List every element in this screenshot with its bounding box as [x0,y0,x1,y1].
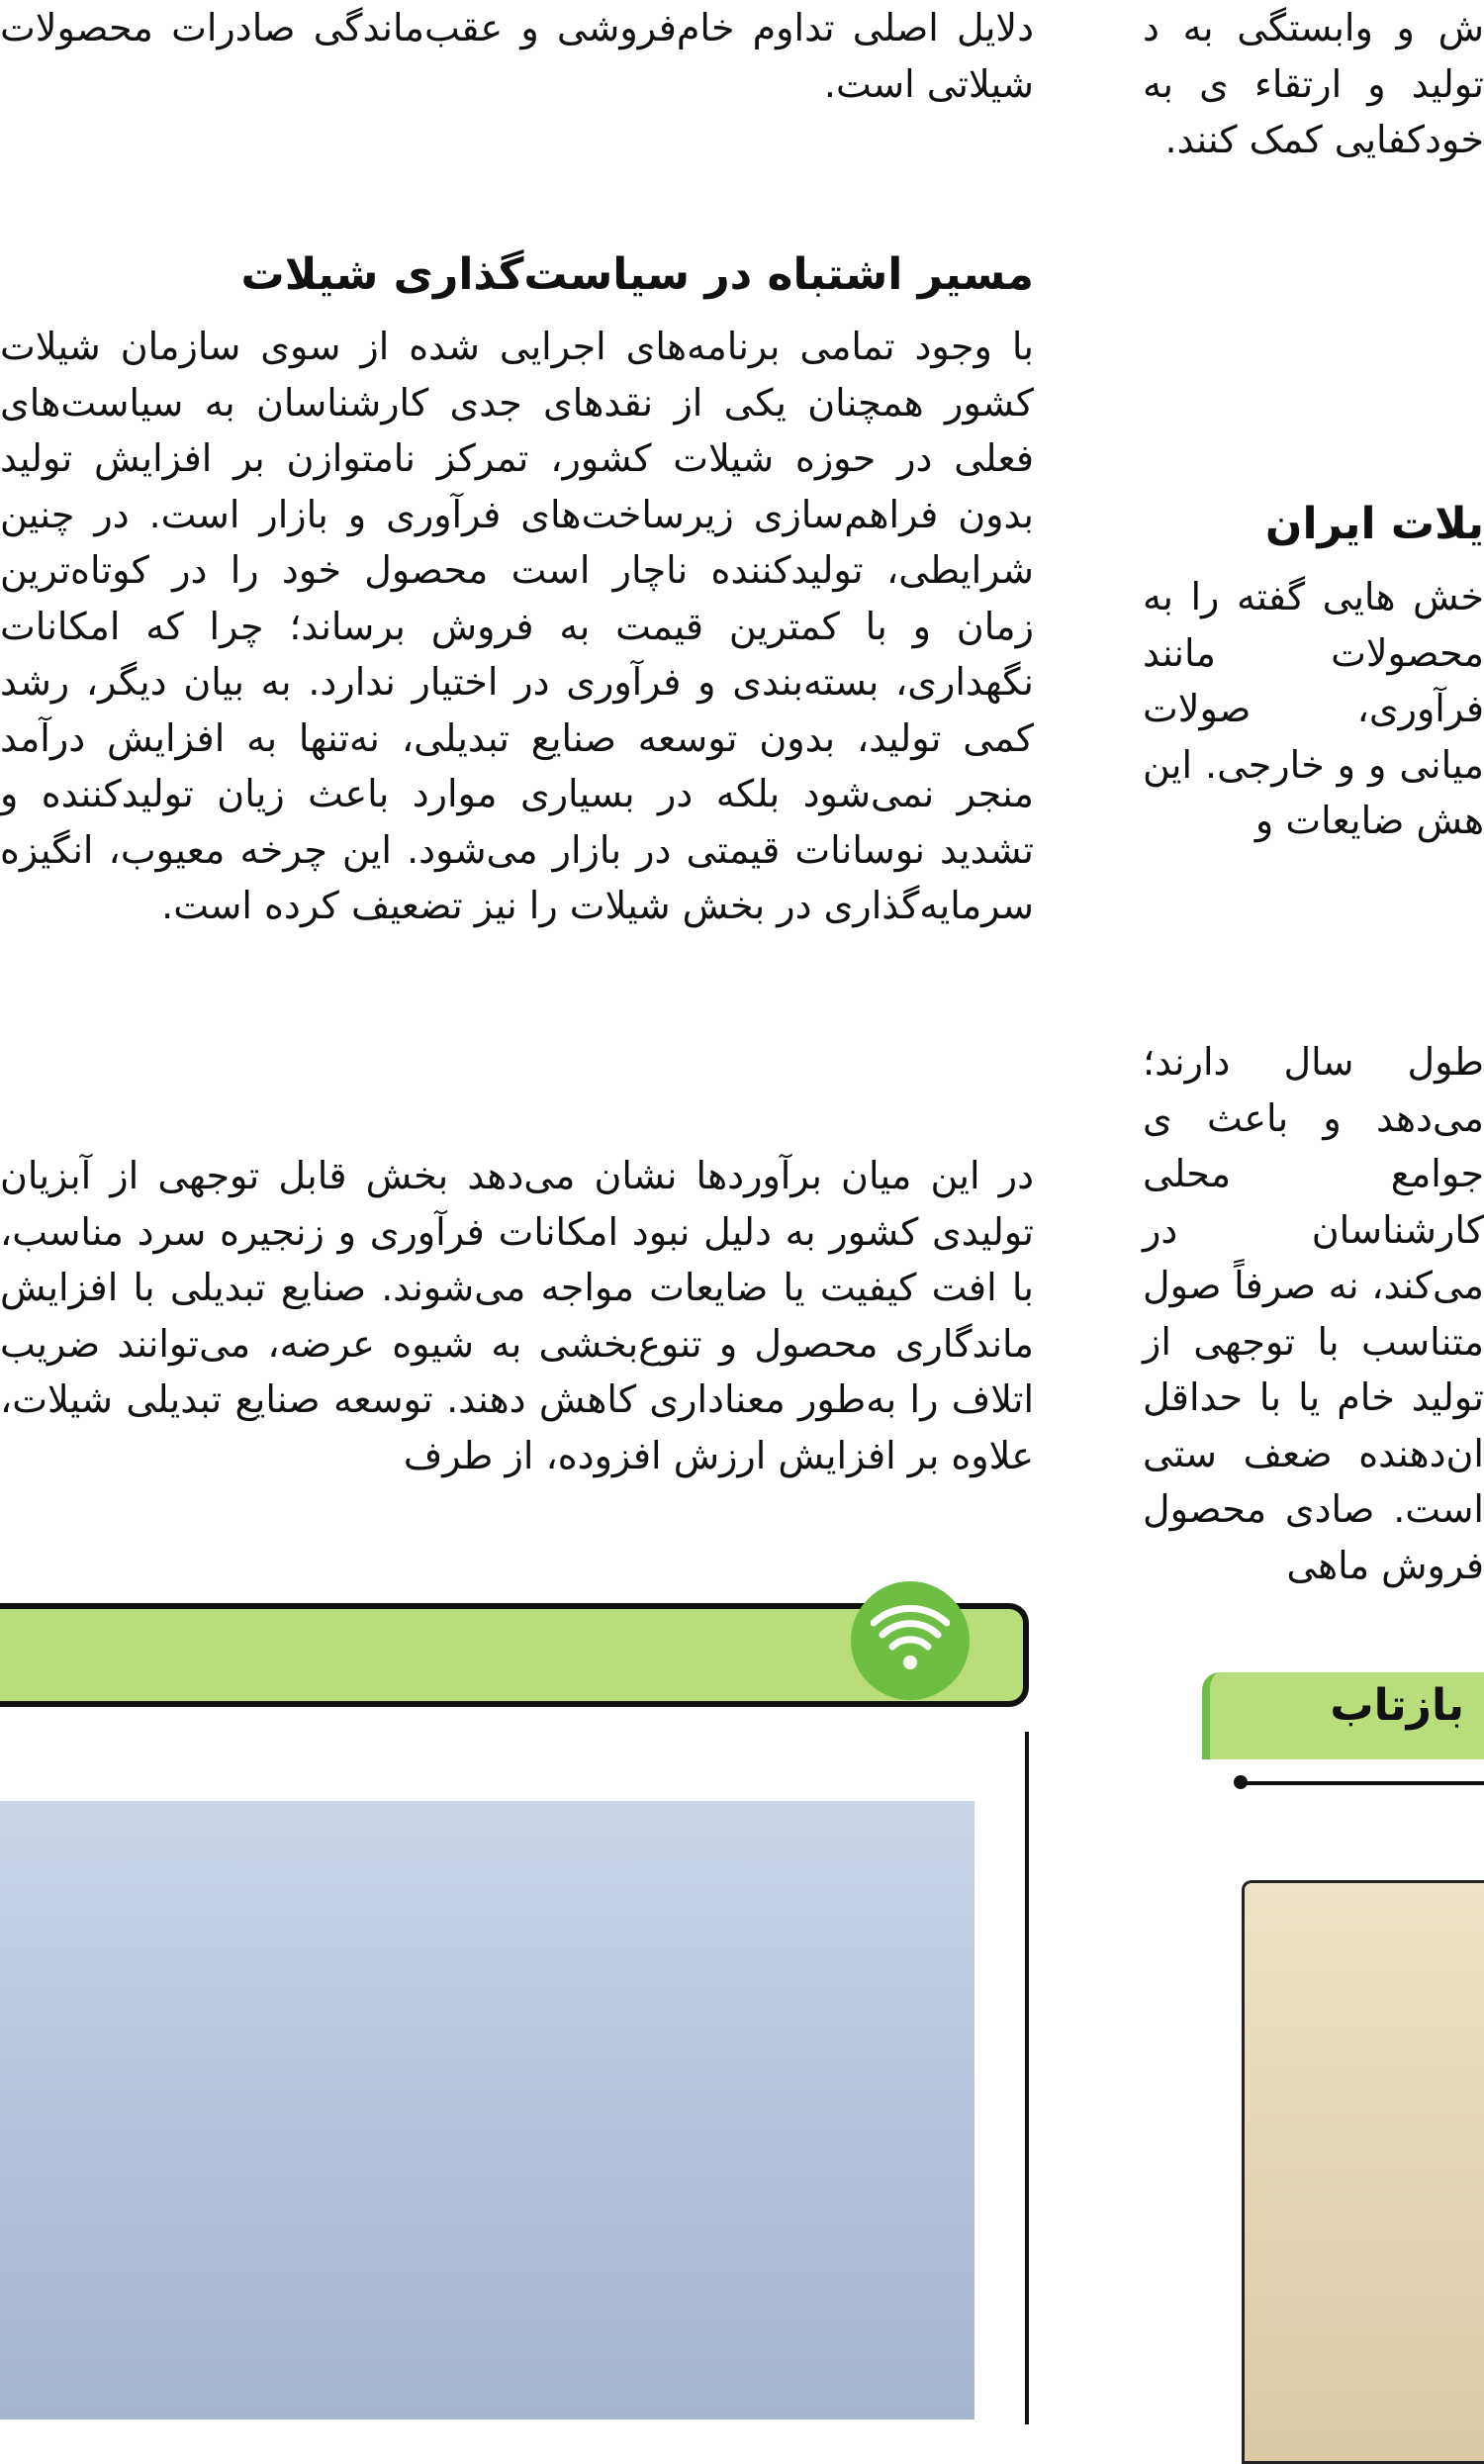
baztab-title: بازتاب [1330,1680,1464,1731]
baztab-tab [1202,1672,1484,1759]
section-heading: مسیر اشتباه در سیاست‌گذاری شیلات [240,249,1034,300]
left-paragraph-1: با وجود تمامی برنامه‌های اجرایی شده از سوی سازمان شیلات کشور همچنان یکی از نقدهای جدی کارشناسان به سیاست‌های فعلی در حوزه شیلات کشور، تمرکز نامتوازن بر افزایش تولید بدون فراهم‌سازی زیرساخت‌های فرآوری و بازار است. در چنین شرایطی، تولیدکننده ناچار است محصول خود را در کوتاه‌ترین زمان و با کمترین قیمت به فروش برساند؛ چرا که امکانات نگهداری، بسته‌بندی و فرآوری در اختیار ندارد. به بیان دیگر، رشد کمی تولید، بدون توسعه صنایع تبدیلی، نه‌تنها به افزایش درآمد منجر نمی‌شود بلکه در بسیاری موارد باعث زیان تولیدکننده و تشدید نوسانات قیمتی در بازار می‌شود. این چرخه معیوب، انگیزه سرمایه‌گذاری در بخش شیلات را نیز تضعیف کرده است. [0,325,1034,927]
right-paragraph-3: طول سال دارند؛ می‌دهد و باعث ی جوامع محلی کارشناسان در می‌کند، نه صرفاً صول متناسب با توجهی از تولید خام یا با حداقل ان‌دهنده ضعف ستی است. صادی محصول فروش ماهی [1143,1040,1484,1587]
right-heading: یلات ایران [1264,499,1484,549]
left-paragraph-2: در این میان برآوردها نشان می‌دهد بخش قابل توجهی از آبزیان تولیدی کشور به دلیل نبود امکانات فرآوری و زنجیره سرد مناسب، با افت کیفیت یا ضایعات مواجه می‌شوند. صنایع تبدیلی با افزایش ماندگاری محصول و تنوع‌بخشی به شیوه عرضه، می‌توانند ضریب اتلاف را به‌طور معناداری کاهش دهند. توسعه صنایع تبدیلی شیلات، علاوه بر افزایش ارزش افزوده، از طرف [0,1154,1034,1477]
right-paragraph-2: خش هایی گفته را به محصولات مانند فرآوری، صولات میانی و و خارجی. این هش ضایعات و [1143,575,1484,842]
green-banner-box [0,1583,1034,2419]
right-paragraph-1: ش و وابستگی به د تولید و ارتقاء ی به خودکفایی کمک کنند. [1143,6,1484,161]
divider-line [1242,1781,1484,1785]
left-intro-paragraph: دلایل اصلی تداوم خام‌فروشی و عقب‌ماندگی صادرات محصولات شیلاتی است. [0,6,1034,106]
baztab-box [1143,1672,1484,2464]
wifi-icon [851,1581,970,1700]
article-photo [0,1801,974,2419]
baztab-photo [1242,1880,1484,2464]
